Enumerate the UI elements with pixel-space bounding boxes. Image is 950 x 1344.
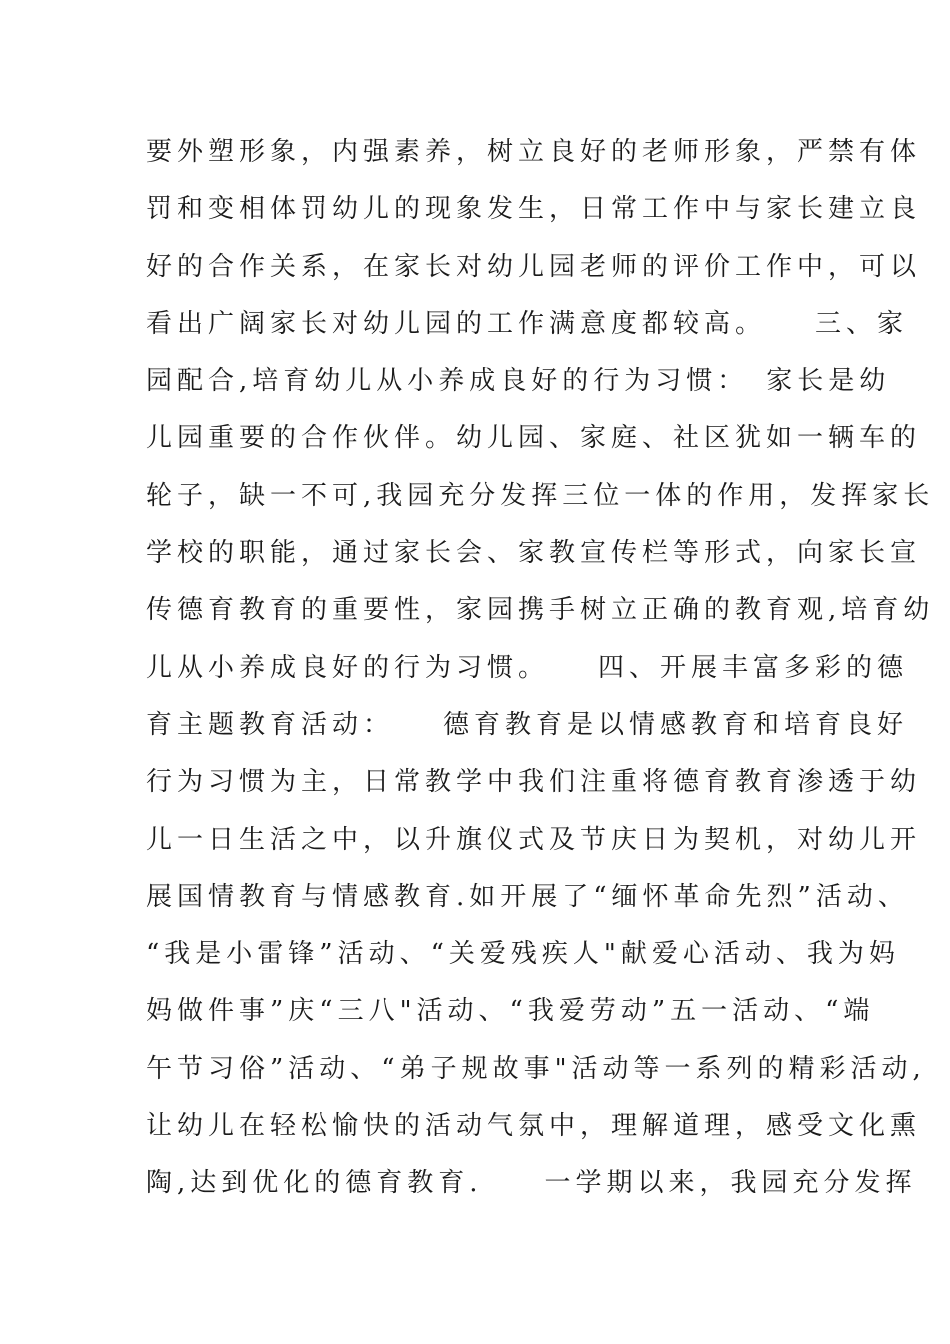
text-line-6: 儿园重要的合作伙伴。幼儿园、家庭、社区犹如一辆车的 (146, 423, 922, 454)
text-line-13: 儿一日生活之中，以升旗仪式及节庆日为契机，对幼儿开 (146, 824, 922, 855)
text-line-4: 看出广阔家长对幼儿园的工作满意度都较高。 三、家 (146, 308, 909, 339)
text-line-12: 行为习惯为主，日常教学中我们注重将德育教育渗透于幼 (146, 767, 922, 798)
text-line-15: “我是小雷锋”活动、“关爱残疾人"献爱心活动、我为妈 (146, 939, 900, 970)
text-line-16: 妈做件事”庆“三八"活动、“我爱劳动”五一活动、“端 (146, 996, 875, 1027)
text-line-18: 让幼儿在轻松愉快的活动气氛中，理解道理，感受文化熏 (146, 1111, 922, 1142)
text-line-19: 陶,达到优化的德育教育. 一学期以来，我园充分发挥 (146, 1168, 917, 1199)
text-line-5: 园配合,培育幼儿从小养成良好的行为习惯： 家长是幼 (146, 366, 891, 397)
text-line-9: 传德育教育的重要性，家园携手树立正确的教育观,培育幼 (146, 595, 935, 626)
body-text (146, 124, 935, 1213)
text-line-3: 好的合作关系，在家长对幼儿园老师的评价工作中，可以 (146, 251, 922, 282)
text-line-8: 学校的职能，通过家长会、家教宣传栏等形式，向家长宣 (146, 538, 922, 569)
text-line-14: 展国情教育与情感教育.如开展了“缅怀革命先烈”活动、 (146, 881, 909, 912)
text-line-7: 轮子，缺一不可,我园充分发挥三位一体的作用，发挥家长 (146, 480, 935, 511)
text-line-10: 儿从小养成良好的行为习惯。 四、开展丰富多彩的德 (146, 652, 909, 683)
text-line-17: 午节习俗”活动、“弟子规故事"活动等一系列的精彩活动, (146, 1053, 926, 1084)
text-line-1: 要外塑形象，内强素养，树立良好的老师形象，严禁有体 (146, 137, 922, 167)
text-line-11: 育主题教育活动： 德育教育是以情感教育和培育良好 (146, 709, 909, 740)
text-line-2: 罚和变相体罚幼儿的现象发生，日常工作中与家长建立良 (146, 194, 922, 225)
